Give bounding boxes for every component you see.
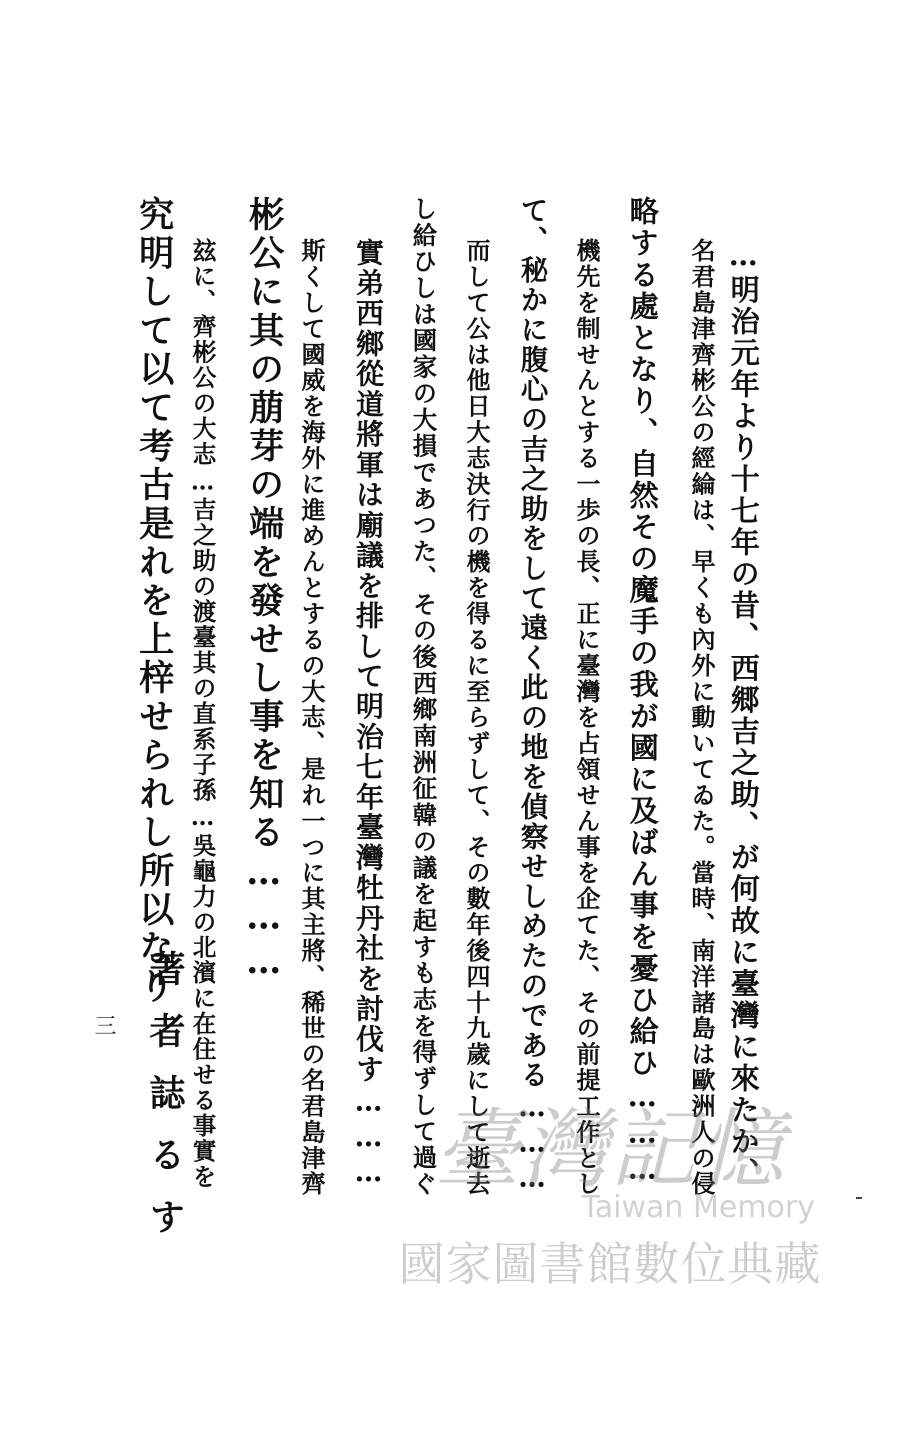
page-number: 三 xyxy=(91,1014,116,1036)
text-column-11: 玆に、齊彬公の大志…吉之助の渡臺其の直系子孫…吳龜力の北濱に在住せる事實を xyxy=(188,238,217,1190)
text-column-8: 實弟西鄉從道將軍は廟議を排して明治七年臺灣牡丹社を討伐す……… xyxy=(352,238,385,1191)
text-column-5: て、秘かに腹心の吉之助をして遠く此の地を偵察せしめたのである……… xyxy=(515,196,549,1196)
text-column-12: 究明して以て考古是れを上梓せられし所以なり xyxy=(133,196,175,1007)
author-signature: 著者誌るす xyxy=(144,950,186,1260)
text-column-6: 而して公は他日大志決行の機を得るに至らずして、その數年後四十九歲にして逝去 xyxy=(462,238,491,1198)
watermark-logo-text: 臺灣記憶 xyxy=(434,1100,786,1200)
text-column-9: 斯くして國威を海外に進めんとするの大志、是れ一つに其主將、稀世の名君島津齊 xyxy=(297,238,326,1198)
text-column-2: 名君島津齊彬公の經綸は、早くも內外に動いてゐた。當時、南洋諸島は歐洲人の侵 xyxy=(687,238,716,1198)
taiwan-memory-watermark xyxy=(385,1080,835,1310)
ink-speck xyxy=(856,1197,862,1199)
text-column-4: 機先を制せんとする一歩の長、正に臺灣を占領せん事を企てた、その前提工作とし xyxy=(572,238,601,1198)
watermark-english-text: Taiwan Memory xyxy=(581,1190,815,1225)
text-column-7: し給ひしは國家の大損であつた、その後西鄉南洲征韓の議を起すも志を得ずして過ぐ xyxy=(408,196,438,1198)
watermark-library-text: 國家圖書館數位典藏 xyxy=(398,1237,822,1291)
text-column-3: 略する處となり、自然その魔手の我が國に及ばん事を憂ひ給ひ……… xyxy=(625,196,660,1189)
text-column-10: 彬公に其の萠芽の端を發せし事を知る……… xyxy=(243,196,285,986)
text-column-1: …明治元年より十七年の昔、西郷吉之助、が何故に臺灣に來たか、 xyxy=(726,238,761,1189)
